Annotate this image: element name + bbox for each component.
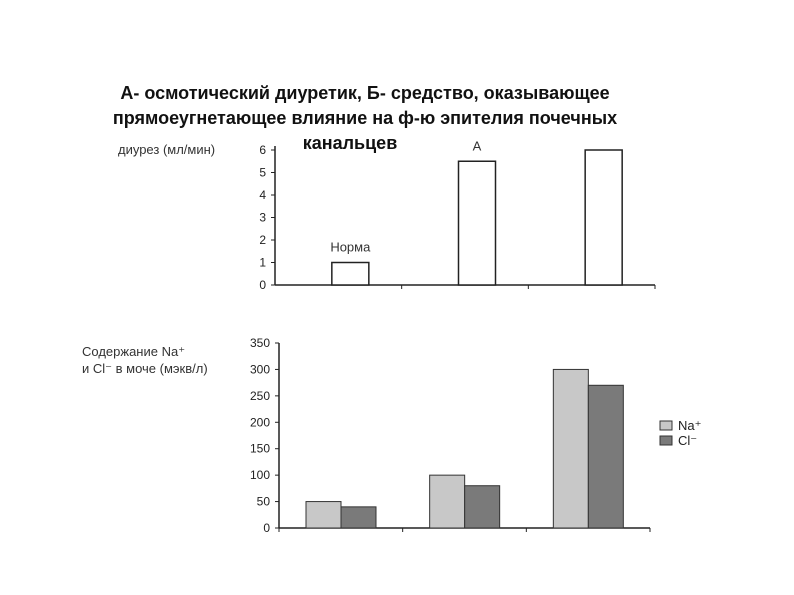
chart1-y-tick-label: 1 — [259, 255, 266, 270]
chart2-y-tick-label: 150 — [249, 441, 270, 456]
chart2-y-tick-label: 350 — [249, 336, 270, 350]
figure-title-line-3: канальцев — [302, 133, 398, 153]
chart1-bar-label: Норма — [330, 239, 371, 255]
chart1-y-tick-label: 6 — [259, 143, 266, 157]
chart2-bar-na — [553, 369, 588, 528]
chart2-bar-na — [430, 475, 465, 528]
chart2-legend-swatch — [660, 421, 672, 430]
chart1-y-tick-label: 5 — [259, 165, 266, 180]
chart2-legend-swatch — [660, 436, 672, 445]
chart1-y-tick-label: 2 — [259, 233, 266, 247]
chart1-y-tick-label: 4 — [259, 188, 266, 202]
chart1-y-tick-label: 3 — [259, 210, 266, 225]
chart1-y-tick-label: 0 — [259, 278, 266, 292]
chart1-y-axis-label: диурез (мл/мин) — [118, 142, 216, 157]
chart2-bar-cl — [465, 486, 500, 528]
chart2-legend-label: Na⁺ — [678, 418, 702, 433]
figure-title-line-2: прямоеугнетающее влияние на ф-ю эпителия почечных — [112, 108, 618, 128]
chart2-y-tick-label: 200 — [249, 415, 270, 430]
chart2-y-tick-label: 250 — [249, 388, 270, 403]
chart2-bar-na — [306, 502, 341, 528]
chart2-legend-label: Cl⁻ — [678, 433, 698, 448]
chart2-y-axis-label-line-2: и Cl⁻ в моче (мэкв/л) — [82, 361, 208, 376]
figure-title-line-1: А- осмотический диуретик, Б- средство, оказывающее — [120, 83, 610, 103]
chart2-y-axis-label-line-1: Содержание Na⁺ — [82, 344, 186, 359]
chart2-y-tick-label: 100 — [249, 468, 270, 483]
chart2-y-tick-label: 0 — [263, 521, 270, 535]
chart2-y-tick-label: 300 — [249, 362, 270, 377]
chart2-bar-cl — [341, 507, 376, 528]
chart2-y-tick-label: 50 — [256, 494, 270, 509]
chart1-bar-label: А — [472, 138, 482, 154]
chart2-bar-cl — [588, 385, 623, 528]
